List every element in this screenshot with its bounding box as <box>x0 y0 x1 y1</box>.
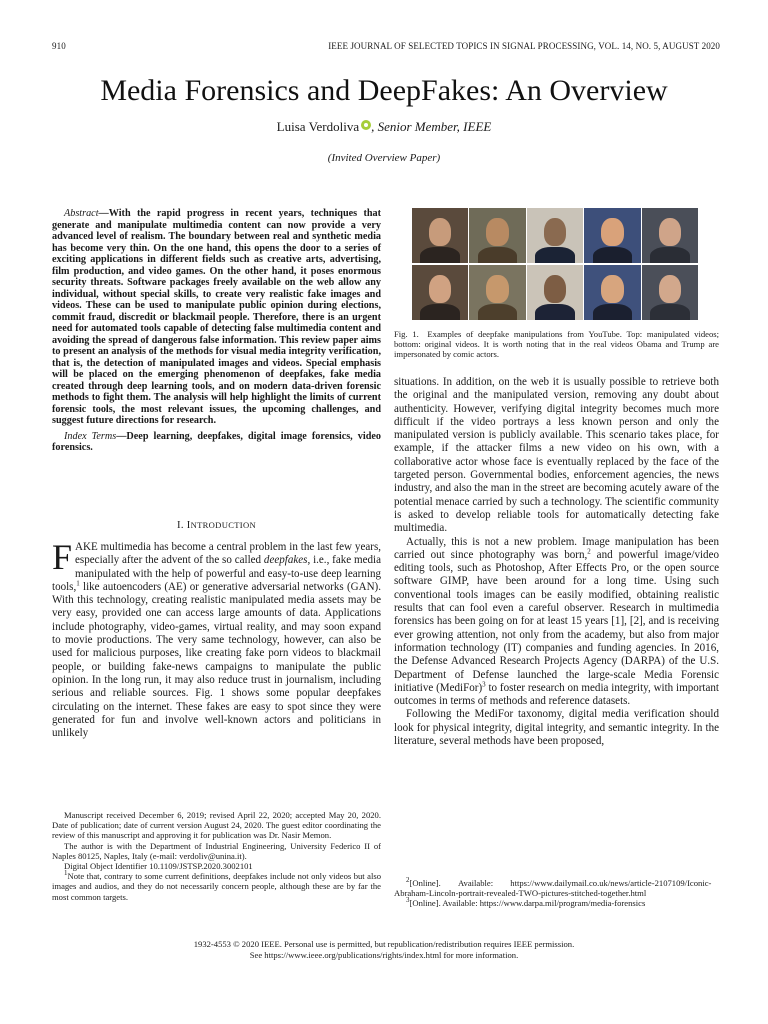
footnote-1-mark: 1 <box>64 869 68 878</box>
thumbnail-3 <box>527 208 583 263</box>
footnote-1-text: Note that, contrary to some current definitions, deepfakes include not only videos but also images and audios, and they do not necessarily concern people, although these are by far the most common targets. <box>52 871 381 902</box>
intro-deepfakes-term: deepfakes <box>263 554 308 567</box>
figure-row-original <box>412 265 698 320</box>
section-title-rest: NTRODUCTION <box>190 520 256 530</box>
index-terms-label: Index Terms <box>64 430 117 442</box>
footnote-ref-1[interactable]: 1 <box>76 579 80 588</box>
thumbnail-5 <box>642 208 698 263</box>
copyright-footer <box>0 939 768 961</box>
intro-paragraph <box>52 537 381 740</box>
paragraph-medifor: Following the MediFor taxonomy, digital media verification should look for physical integrity, digital integrity, and semantic integrity. In the literature, several methods have been proposed, <box>394 708 719 748</box>
p2-text-b: and powerful image/video editing tools, such as Photoshop, After Effects Pro, or the open source software GIMP, have been around for a long time. Using such conventional tools images can be easily modified, obtaining realistic results that can fool even a careful observer. Research in multimedia forensics has been going on for at least 15 years [1], [2], and is receiving ever growing attention, not only from the academy, but also from major information technology (IT) companies and funding agencies. In 2016, the Defense Advanced Research Projects Agency (DARPA) of the U.S. Department of Defense launched the large-scale Media Forensic initiative (MediFor) <box>394 548 720 694</box>
section-title-first: I <box>186 520 191 531</box>
thumbnail-7 <box>469 265 525 320</box>
doi: Digital Object Identifier 10.1109/JSTSP.2020.3002101 <box>64 861 253 872</box>
journal-header: IEEE JOURNAL OF SELECTED TOPICS IN SIGNAL PROCESSING, VOL. 14, NO. 5, AUGUST 2020 <box>328 41 720 51</box>
footnote-3 <box>394 898 719 908</box>
footnotes-left <box>52 810 381 902</box>
thumbnail-1 <box>412 208 468 263</box>
dropcap: F <box>52 537 73 577</box>
manuscript-received: Manuscript received December 6, 2019; revised April 22, 2020; accepted May 20, 2020. Date of publication; date of current version August 24, 2020. The guest editor coordinating the review of this manuscript and approving it for publication was Dr. Nasir Memon. <box>52 810 381 841</box>
section-number: I. <box>177 520 184 531</box>
footnote-2-mark: 2 <box>406 876 410 885</box>
invited-paper-note: (Invited Overview Paper) <box>327 152 441 164</box>
section-heading <box>52 520 381 531</box>
footnotes-right <box>394 878 719 909</box>
index-terms-text: —Deep learning, deepfakes, digital image forensics, video forensics. <box>52 430 381 453</box>
figure-caption-text: Fig. 1. Examples of deepfake manipulations from YouTube. Top: manipulated videos; bottom: original videos. It is worth noting that in the real videos Obama and Trump are impersonated by comic actors. <box>394 329 719 360</box>
orcid-icon[interactable] <box>361 120 371 130</box>
author-affiliation: , Senior Member, IEEE <box>371 119 492 134</box>
right-column <box>394 376 719 748</box>
intro-text-1: AKE multimedia has become a central problem in the last few years, especially after the advent of the so called <box>75 541 381 567</box>
thumbnail-4 <box>584 208 640 263</box>
author-affiliation-note: The author is with the Department of Industrial Engineering, University Federico II of Naples 80125, Naples, Italy (e-mail: verdoliv@unina.it). <box>52 840 381 861</box>
footnote-2-text[interactable]: [Online]. Available: https://www.dailymail.co.uk/news/article-2107109/Iconic-Abraham-Lincoln-portrait-revealed-TWO-pictures-stitched-together.html <box>394 878 712 899</box>
footnote-3-text[interactable]: [Online]. Available: https://www.darpa.mil/program/media-forensics <box>409 898 646 909</box>
figure-1 <box>412 208 698 320</box>
thumbnail-2 <box>469 208 525 263</box>
intro-text-3: like autoencoders (AE) or generative adversarial networks (GAN). With this technology, creating realistic manipulated media assets may be very easy, provided one can access large amounts of data. Applications include photography, video-games, virtual reality, and may soon expand to movie productions. The very same technology, however, can also be used for malicious purposes, like creating fake porn videos to blackmail people, or building fake-news campaigns to manipulate the public opinion. In the long run, it may also reduce trust in journalism, including serious and reliable sources. Fig. 1 shows some popular deepfakes circulating on the internet. These fakes are easy to spot since they were generated for fun and involve well-known actors and politicians in unlikely <box>52 580 381 740</box>
thumbnail-10 <box>642 265 698 320</box>
footnote-ref-3[interactable]: 3 <box>482 680 486 689</box>
abstract-text: —With the rapid progress in recent years, techniques that generate and manipulate multimedia content can now provide a very advanced level of realism. The boundary between real and synthetic media has become very thin. On the one hand, this opens the door to a series of exciting applications in different fields such as creative arts, advertising, film production, and video games. On the other hand, it poses enormous security threats. Software packages freely available on the web allow any individual, without special skills, to create very realistic fake images and videos. These can be used to manipulate public opinion during elections, commit fraud, discredit or blackmail people. Therefore, there is an urgent need for automated tools capable of detecting false multimedia content and avoiding the spread of dangerous false information. This review paper aims to present an analysis of the methods for visual media integrity verification, that is, the detection of manipulated images and videos. Special emphasis will be placed on the emerging phenomenon of deepfakes, fake media created through deep learning tools, and on modern data-driven forensic methods to fight them. The analysis will help highlight the limits of current forensic tools, the most relevant issues, the upcoming challenges, and suggest future directions for research. <box>52 208 381 426</box>
figure-1-caption <box>394 329 719 360</box>
footnote-1 <box>52 871 381 902</box>
thumbnail-6 <box>412 265 468 320</box>
author-line <box>0 119 768 135</box>
paper-title: Media Forensics and DeepFakes: An Overview <box>100 74 668 107</box>
copyright-line-2[interactable]: See https://www.ieee.org/publications/rights/index.html for more information. <box>249 950 519 960</box>
intro-text-2: , i.e., fake media manipulated with the help of powerful and easy-to-use deep learning tools, <box>52 554 381 593</box>
figure-row-manipulated <box>412 208 698 263</box>
paragraph-situations: situations. In addition, on the web it is usually possible to retrieve both the original and the manipulated version, removing any doubt about authenticity. However, verifying digital integrity becomes much more difficult if the video portrays a less known person and only the manipulated version is publicly available. This scenario takes place, for example, if the attacker films a new video on his own, with a collaborative actor whose face is eventually replaced by the face of the targeted person. Governmental bodies, enforcement agencies, the news industry, and also the man in the street are becoming acutely aware of the potential menace carried by such a technology. The scientific community is asked to develop reliable tools for automatically detecting fake multimedia. <box>394 376 719 535</box>
footnote-3-mark: 3 <box>406 896 410 905</box>
p2-text-c: to foster research on media integrity, with important outcomes in terms of methods and reference datasets. <box>394 681 719 708</box>
footnote-2 <box>394 878 719 898</box>
abstract <box>52 208 381 454</box>
copyright-line-1: 1932-4553 © 2020 IEEE. Personal use is permitted, but republication/redistribution requires IEEE permission. <box>193 939 575 949</box>
abstract-label: Abstract <box>64 208 99 219</box>
page-number: 910 <box>52 41 66 51</box>
thumbnail-9 <box>584 265 640 320</box>
author-name: Luisa Verdoliva <box>276 119 360 134</box>
paragraph-not-new <box>394 536 719 709</box>
thumbnail-8 <box>527 265 583 320</box>
p2-text-a: Actually, this is not a new problem. Image manipulation has been carried out since photography was born, <box>394 535 719 561</box>
footnote-ref-2[interactable]: 2 <box>587 547 591 556</box>
